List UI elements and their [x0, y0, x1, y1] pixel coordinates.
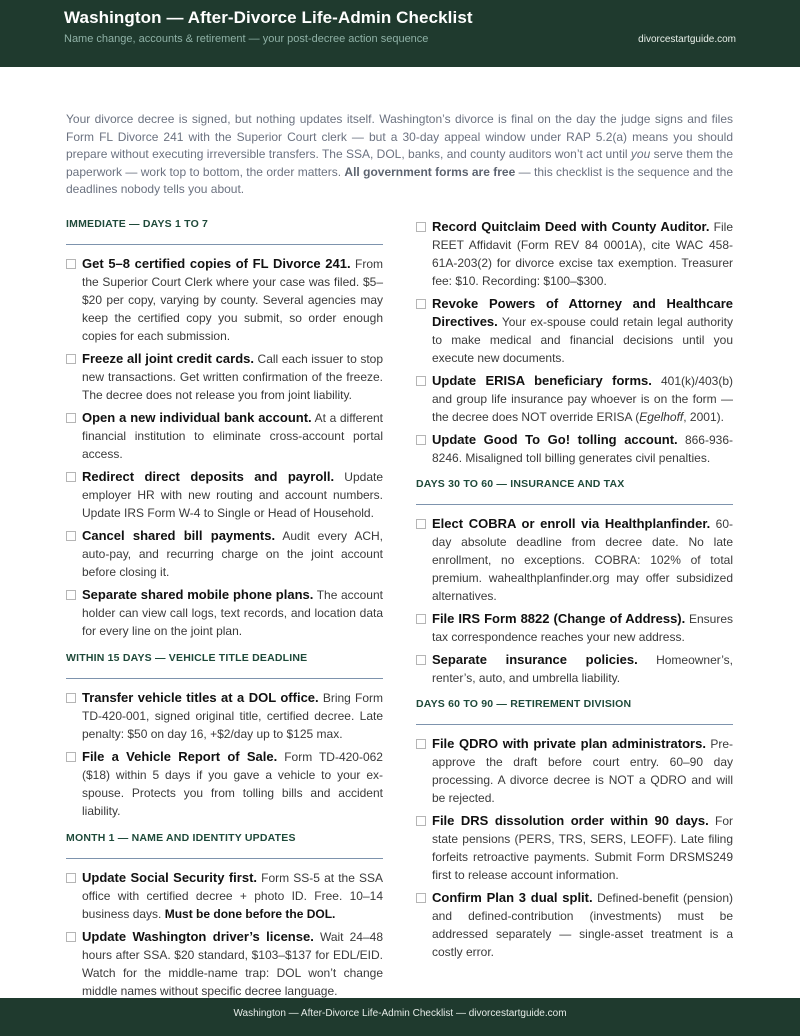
section-heading-days-60-to-90: DAYS 60 TO 90 — RETIREMENT DIVISION	[416, 698, 733, 725]
checklist-item-quitclaim-deed	[416, 218, 733, 290]
item-body: For state pensions (PERS, TRS, SERS, LEOFF). Late filing forfeits retroactive payments. Submit Form DRSMS249 first to release account information.	[432, 814, 733, 882]
item-body: 60-day absolute deadline from decree date. No late enrollment, no exceptions. COBRA: 102% of total premium. wahealthplanfinder.org may offer subsidized alternatives.	[432, 517, 733, 603]
checklist-item-erisa-beneficiary	[416, 372, 733, 426]
checkbox[interactable]	[416, 299, 426, 309]
checklist-item-certified-copies	[66, 255, 383, 345]
checkbox[interactable]	[66, 472, 76, 482]
page-title: Washington — After-Divorce Life-Admin Checklist	[64, 8, 473, 27]
item-heading: File QDRO with private plan administrators.	[432, 736, 706, 751]
item-body: Form SS-5 at the SSA office with certified decree + photo ID. Free. 10–14 business days.	[82, 871, 384, 921]
checklist-item-social-security	[66, 869, 383, 923]
site-url: divorcestartguide.com	[638, 34, 736, 45]
item-heading: File DRS dissolution order within 90 days.	[432, 813, 709, 828]
intro-text-2: serve them the paperwork — work top to bottom, the order matters.	[66, 147, 733, 179]
item-heading: Revoke Powers of Attorney and Healthcare Directives.	[432, 296, 733, 329]
item-heading: Confirm Plan 3 dual split.	[432, 890, 593, 905]
section-heading-days-30-to-60: DAYS 30 TO 60 — INSURANCE AND TAX	[416, 478, 733, 505]
checklist-item-phone-plans	[66, 586, 383, 640]
item-body: Bring Form TD-420-001, signed original title, certified decree. Late penalty: $50 on day 16, +$2/day up to $125 max.	[82, 691, 383, 741]
item-heading: Transfer vehicle titles at a DOL office.	[82, 690, 319, 705]
checkbox[interactable]	[416, 614, 426, 624]
checklist-item-irs-8822	[416, 610, 733, 646]
page-footer	[0, 998, 800, 1036]
item-heading: Update Good To Go! tolling account.	[432, 432, 678, 447]
checklist-item-powers-of-attorney	[416, 295, 733, 367]
section-heading-within-15-days: WITHIN 15 DAYS — VEHICLE TITLE DEADLINE	[66, 652, 383, 679]
item-body: Pre-approve the draft before court entry. 60–90 day processing. A divorce decree is NOT a QDRO and will be rejected.	[432, 737, 733, 805]
checkbox[interactable]	[66, 752, 76, 762]
item-body: Call each issuer to stop new transactions. Get written confirmation of the freeze. The decree does not release you from joint liability.	[82, 352, 384, 402]
checkbox[interactable]	[416, 816, 426, 826]
checklist-item-drivers-license	[66, 928, 383, 1000]
item-body: Update employer HR with new routing and account numbers. Update IRS Form W-4 to Single or Head of Household.	[82, 470, 383, 520]
left-column	[66, 218, 383, 1005]
checklist-item-insurance-policies	[416, 651, 733, 687]
footer-text: Washington — After-Divorce Life-Admin Checklist — divorcestartguide.com	[233, 1008, 567, 1019]
checkbox[interactable]	[416, 376, 426, 386]
item-body: Defined-benefit (pension) and defined-contribution (investments) must be addressed separately — single-asset treatment is a costly error.	[432, 891, 733, 959]
checkbox[interactable]	[66, 354, 76, 364]
checklist-item-plan-3-split	[416, 889, 733, 961]
intro-bold: All government forms are free	[344, 164, 516, 179]
checklist-item-bank-account	[66, 409, 383, 463]
item-heading: Cancel shared bill payments.	[82, 528, 276, 543]
item-body: Form TD-420-062 ($18) within 5 days if you gave a vehicle to your ex-spouse. Protects you from tolling bills and accident liability.	[82, 750, 383, 818]
checklist-item-cobra	[416, 515, 733, 605]
item-body: From the Superior Court Clerk where your case was filed. $5–$20 per copy, varying by county. Several agencies may keep the certified copy you submit, so order enough copies for each submission.	[82, 257, 383, 343]
item-body: 401(k)/403(b) and group life insurance pay whoever is on the form — the decree does NOT override ERISA (	[432, 374, 734, 424]
checkbox[interactable]	[416, 655, 426, 665]
item-heading: File a Vehicle Report of Sale.	[82, 749, 278, 764]
item-body: Audit every ACH, auto-pay, and recurring charge on the joint account before closing it.	[82, 529, 383, 579]
checkbox[interactable]	[416, 893, 426, 903]
checkbox[interactable]	[66, 693, 76, 703]
checkbox[interactable]	[416, 519, 426, 529]
item-heading: File IRS Form 8822 (Change of Address).	[432, 611, 686, 626]
right-column	[416, 218, 733, 966]
item-heading: Get 5–8 certified copies of FL Divorce 241.	[82, 256, 351, 271]
item-body: 866-936-8246. Misaligned toll billing generates civil penalties.	[432, 433, 733, 465]
item-body: At a different financial institution to eliminate cross-account portal access.	[82, 411, 384, 461]
checkbox[interactable]	[66, 413, 76, 423]
checklist-item-vehicle-report-of-sale	[66, 748, 383, 820]
item-heading: Update ERISA beneficiary forms.	[432, 373, 652, 388]
checkbox[interactable]	[416, 222, 426, 232]
checklist-item-freeze-credit	[66, 350, 383, 404]
item-heading: Elect COBRA or enroll via Healthplanfinder.	[432, 516, 711, 531]
item-heading: Redirect direct deposits and payroll.	[82, 469, 335, 484]
item-heading: Update Washington driver’s license.	[82, 929, 314, 944]
item-heading: Open a new individual bank account.	[82, 410, 312, 425]
item-heading: Separate shared mobile phone plans.	[82, 587, 314, 602]
checkbox[interactable]	[416, 435, 426, 445]
item-heading: Separate insurance policies.	[432, 652, 638, 667]
intro-text-1: Your divorce decree is signed, but nothing updates itself. Washington’s divorce is final on the day the judge signs and files Form FL Divorce 241 with the Superior Court clerk — but a 30-day appeal window under RAP 5.2(a) means you should prepare without executing irreversible transfers. The SSA, DOL, banks, and county auditors won’t act until	[66, 112, 733, 162]
page-header	[0, 0, 800, 67]
checkbox[interactable]	[66, 531, 76, 541]
checklist-item-vehicle-titles	[66, 689, 383, 743]
intro-paragraph	[66, 111, 733, 199]
item-heading: Record Quitclaim Deed with County Auditor.	[432, 219, 710, 234]
checklist-item-shared-bills	[66, 527, 383, 581]
checkbox[interactable]	[66, 590, 76, 600]
checklist-item-drs-dissolution	[416, 812, 733, 884]
item-body: Homeowner’s, renter’s, auto, and umbrella liability.	[432, 653, 733, 685]
checklist-item-qdro	[416, 735, 733, 807]
item-heading: Update Social Security first.	[82, 870, 258, 885]
item-heading: Freeze all joint credit cards.	[82, 351, 254, 366]
item-body: Wait 24–48 hours after SSA. $20 standard, $103–$137 for EDL/EID. Watch for the middle-name trap: DOL won’t change middle names without specific decree language.	[82, 930, 383, 998]
checkbox[interactable]	[66, 259, 76, 269]
item-body: File REET Affidavit (Form REV 84 0001A), cite WAC 458-61A-203(2) for divorce excise tax exemption. Treasurer fee: $10. Recording: $100–$300.	[432, 220, 733, 288]
item-bold-note: Must be done before the DOL.	[164, 907, 336, 921]
item-body: Your ex-spouse could retain legal authority to make medical and financial decisions until you execute new documents.	[432, 315, 733, 365]
checklist-item-direct-deposits	[66, 468, 383, 522]
case-citation: Egelhoff	[639, 410, 684, 424]
intro-emphasis: you	[630, 147, 651, 162]
intro-text-3: — this checklist is the sequence and the deadlines nobody tells you about.	[66, 164, 734, 197]
checkbox[interactable]	[416, 739, 426, 749]
section-heading-immediate: IMMEDIATE — DAYS 1 TO 7	[66, 218, 383, 245]
item-body: Ensures tax correspondence reaches your new address.	[432, 612, 733, 644]
item-body-end: , 2001).	[683, 410, 724, 424]
checkbox[interactable]	[66, 932, 76, 942]
checkbox[interactable]	[66, 873, 76, 883]
page-subtitle: Name change, accounts & retirement — your post-decree action sequence	[64, 33, 429, 45]
checklist-item-toll-account	[416, 431, 733, 467]
section-heading-month-1: MONTH 1 — NAME AND IDENTITY UPDATES	[66, 832, 383, 859]
item-body: The account holder can view call logs, text records, and location data for every line on the joint plan.	[82, 588, 383, 638]
